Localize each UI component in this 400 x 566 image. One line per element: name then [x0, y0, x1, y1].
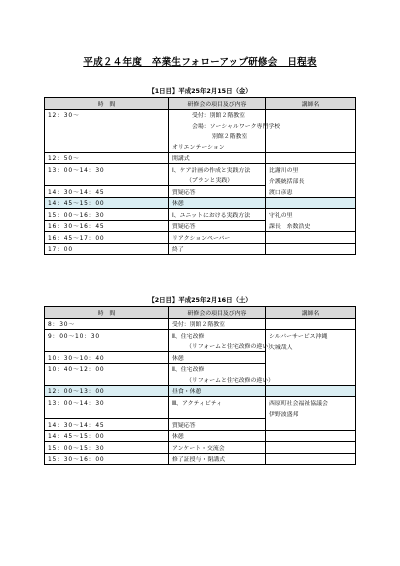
header-lecturer: 講師名: [266, 307, 356, 319]
table-row: [45, 220, 356, 232]
time-cell: 14：30～14：45: [45, 186, 169, 198]
header-item: 研修会の項目及び内容: [169, 98, 266, 110]
time-cell: 13：00～14：30: [45, 397, 169, 408]
table-row: [45, 442, 356, 454]
table-row: [45, 419, 356, 431]
lecturer-cell: [266, 352, 356, 364]
time-cell: 8：30～: [45, 318, 169, 330]
lecturer-cell: [266, 453, 356, 465]
header-time: 時 間: [45, 307, 169, 319]
item-cell: 休憩: [169, 430, 266, 442]
item-cell: Ⅰ、ユニットにおける実践方法: [169, 209, 266, 221]
lecturer-cell: 西原町社会福祉協議会: [266, 397, 356, 408]
table-row: [45, 175, 356, 186]
time-cell: 14：45～15：00: [45, 430, 169, 442]
time-cell: [45, 120, 169, 131]
time-cell: [45, 141, 169, 152]
time-cell: [45, 131, 169, 142]
lecturer-cell: [266, 232, 356, 244]
lecturer-cell: 課長 糸数浩史: [266, 220, 356, 232]
item-cell: 質疑応答: [169, 186, 266, 198]
table-row: [45, 243, 356, 255]
lecturer-cell: 介護統括部長: [266, 175, 356, 186]
time-cell: 14：45～15：00: [45, 197, 169, 209]
item-cell: アンケート・交流会: [169, 442, 266, 454]
table-row: [45, 363, 356, 374]
item-cell: [169, 408, 266, 419]
table-row: [45, 352, 356, 364]
item-cell: Ⅱ、住宅改修: [169, 363, 266, 374]
lecturer-cell: [266, 197, 356, 209]
time-cell: 9：00～10：30: [45, 330, 169, 341]
time-cell: 17：00: [45, 243, 169, 255]
table-row: [45, 197, 356, 209]
time-cell: [45, 408, 169, 419]
time-cell: 10：40～12：00: [45, 363, 169, 374]
time-cell: 13：00～14：30: [45, 164, 169, 175]
table-row: [45, 330, 356, 341]
lecturer-cell: [266, 152, 356, 164]
item-cell: Ⅰ、ケア計画の作成と実践方法: [169, 164, 266, 175]
lecturer-cell: 渡口彦恵: [266, 186, 356, 198]
lecturer-cell: [266, 385, 356, 397]
time-cell: 12：30～: [45, 109, 169, 120]
item-cell: リアクションペーパー: [169, 232, 266, 244]
table-row: [45, 164, 356, 175]
time-cell: [45, 341, 169, 352]
lecturer-cell: シルバーサービス沖縄: [266, 330, 356, 341]
item-cell: （プランと実践）: [186, 178, 234, 185]
table-row: [45, 120, 356, 131]
day2-schedule-table: [44, 306, 356, 465]
lecturer-cell: [266, 141, 356, 152]
item-cell: Ⅲ、アクティビティ: [169, 397, 266, 408]
item-cell: 終了: [169, 243, 266, 255]
table-row: [45, 152, 356, 164]
item-cell: Ⅱ、住宅改修: [169, 330, 266, 341]
table-row: [45, 209, 356, 221]
time-cell: 10：30～10：40: [45, 352, 169, 364]
time-cell: [45, 374, 169, 385]
table-row: [45, 232, 356, 244]
table-row: [45, 374, 356, 385]
header-item: 研修会の項目及び内容: [169, 307, 266, 319]
lecturer-cell: [266, 318, 356, 330]
item-cell: 質疑応答: [169, 419, 266, 431]
lecturer-cell: 伊野波盛邦: [266, 408, 356, 419]
time-cell: 12：00～13：00: [45, 385, 169, 397]
lecturer-cell: 比謝川の里: [266, 164, 356, 175]
table-row: [45, 397, 356, 408]
item-cell: 昼食・休憩: [169, 385, 266, 397]
time-cell: 15：00～16：30: [45, 209, 169, 221]
table-row: [45, 141, 356, 152]
table-row: [45, 109, 356, 120]
table-row: [45, 341, 356, 352]
table-row: [45, 186, 356, 198]
item-cell: 受付：別館２階教室: [192, 113, 246, 120]
item-cell: 別館２階教室: [212, 134, 248, 141]
item-cell: 会場：ソーシャルワーク専門学校: [192, 123, 281, 130]
table-row: [45, 408, 356, 419]
table-row: [45, 453, 356, 465]
lecturer-cell: [266, 131, 356, 142]
time-cell: 15：00～15：30: [45, 442, 169, 454]
item-cell: 休憩: [169, 352, 266, 364]
lecturer-cell: [266, 374, 356, 385]
day1-schedule-table: [44, 97, 356, 255]
table-row: [45, 131, 356, 142]
header-lecturer: 講師名: [266, 98, 356, 110]
table-row: [45, 430, 356, 442]
lecturer-cell: 守礼の里: [266, 209, 356, 221]
table-header-row: [45, 98, 356, 110]
item-cell: オリエンテーション: [169, 141, 266, 152]
item-cell: 質疑応答: [169, 220, 266, 232]
day2-heading: 【2日目】平成25年2月16日（土）: [148, 296, 252, 304]
lecturer-cell: [266, 243, 356, 255]
time-cell: 12：50～: [45, 152, 169, 164]
lecturer-cell: [266, 419, 356, 431]
time-cell: 16：45～17：00: [45, 232, 169, 244]
item-cell: 受付：別館２階教室: [169, 318, 266, 330]
time-cell: [45, 175, 169, 186]
table-header-row: [45, 307, 356, 319]
item-cell: 修了証授与・閉講式: [169, 453, 266, 465]
page-title: 平成２４年度 卒業生フォローアップ研修会 日程表: [83, 57, 317, 68]
time-cell: 14：30～14：45: [45, 419, 169, 431]
header-time: 時 間: [45, 98, 169, 110]
time-cell: 15：30～16：00: [45, 453, 169, 465]
day1-heading: 【1日目】平成25年2月15日（金）: [148, 87, 252, 95]
lecturer-cell: [266, 363, 356, 374]
item-cell: 開講式: [169, 152, 266, 164]
item-cell: 休憩: [169, 197, 266, 209]
item-cell: （リフォームと住宅改修の違い）: [186, 344, 275, 351]
lecturer-cell: [266, 109, 356, 120]
lecturer-cell: [266, 430, 356, 442]
lecturer-cell: 大城哉人: [266, 341, 356, 352]
item-cell: （リフォームと住宅改修の違い）: [186, 377, 275, 384]
time-cell: 16：30～16：45: [45, 220, 169, 232]
table-row: [45, 318, 356, 330]
table-row: [45, 385, 356, 397]
lecturer-cell: [266, 442, 356, 454]
